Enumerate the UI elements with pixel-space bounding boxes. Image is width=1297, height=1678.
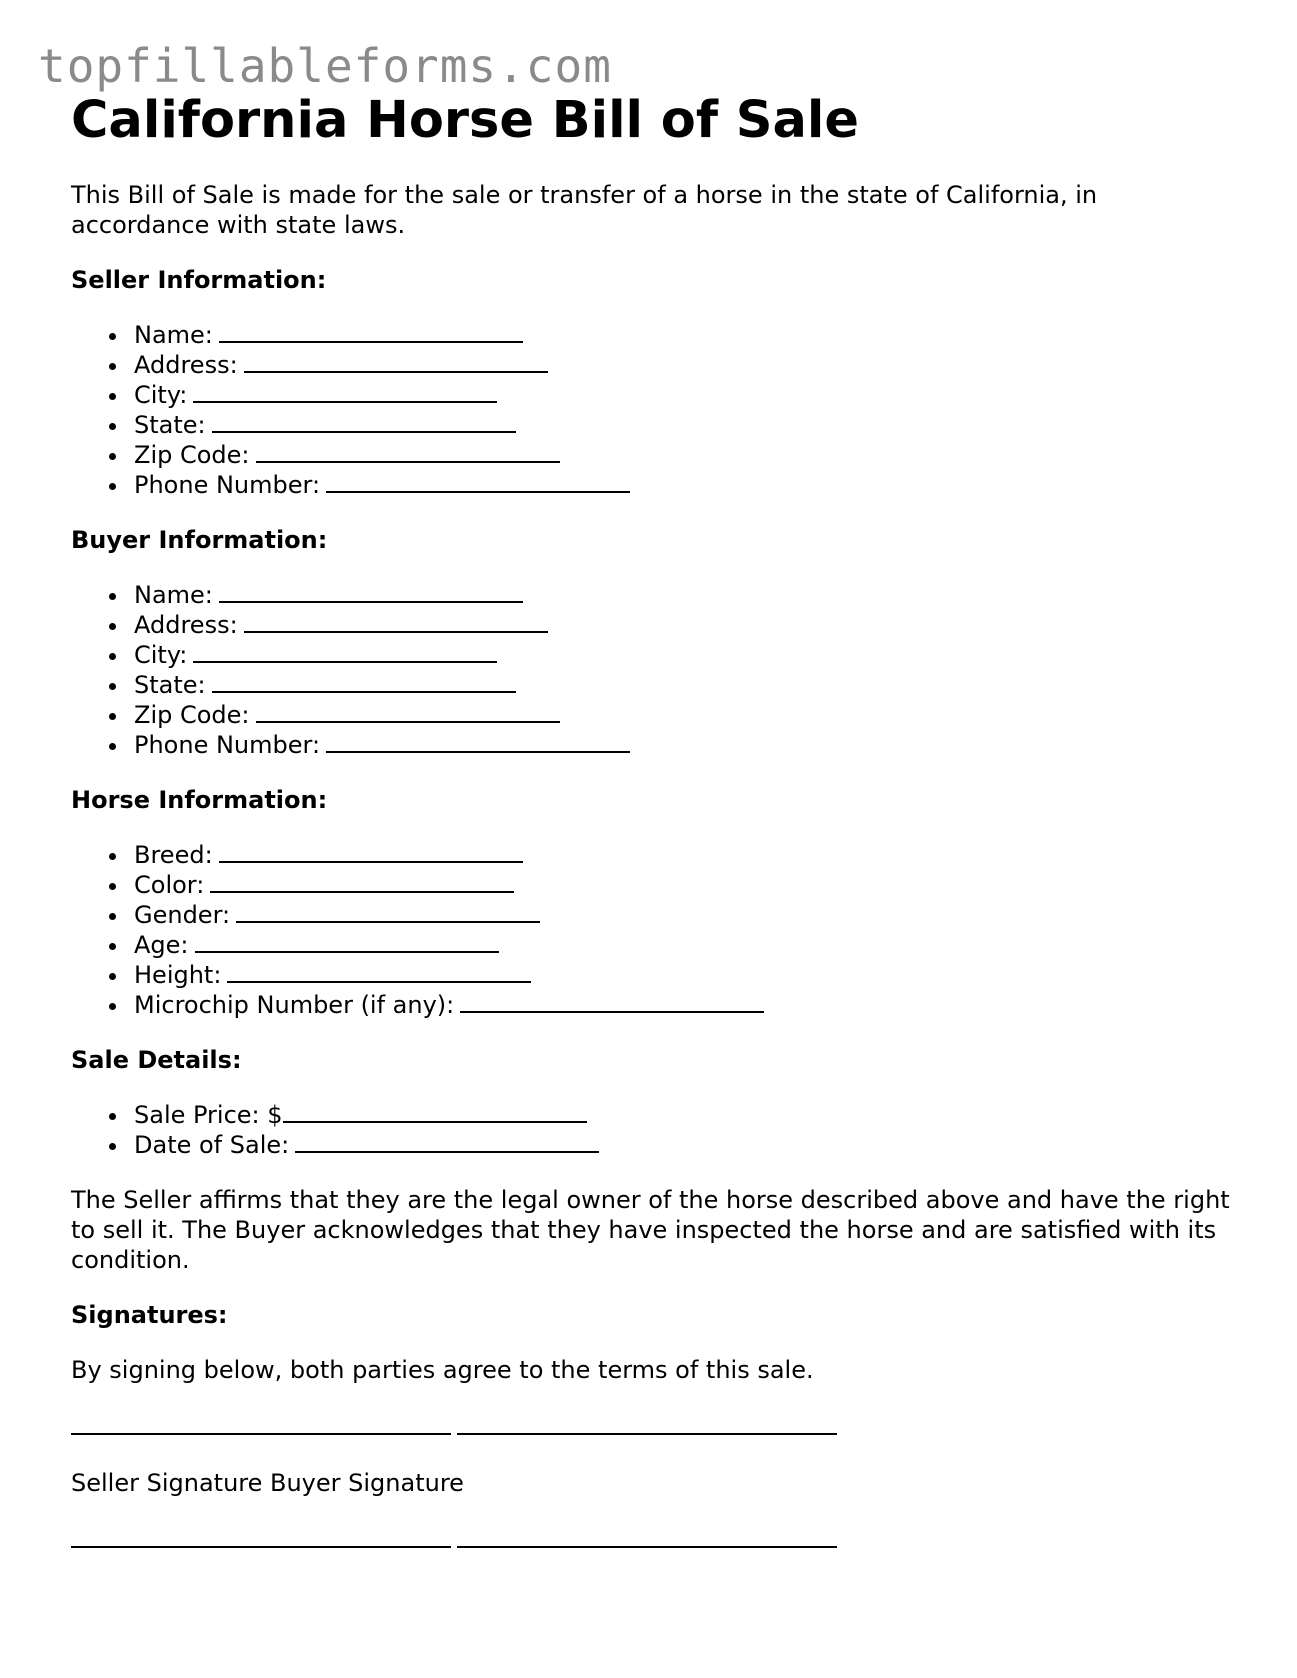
seller-section-heading: Seller Information: — [71, 266, 327, 294]
horse-fields-list — [71, 840, 1231, 1020]
horse-gender-field[interactable] — [236, 901, 540, 923]
horse-color-field[interactable] — [210, 871, 514, 893]
buyer-zip-field[interactable] — [256, 701, 560, 723]
field-label: Date of Sale: — [134, 1131, 290, 1159]
field-label: Zip Code: — [134, 441, 250, 469]
horse-height-item — [71, 960, 1231, 990]
signature-labels: Seller Signature Buyer Signature — [71, 1469, 464, 1497]
horse-age-field[interactable] — [195, 931, 499, 953]
horse-microchip-item — [71, 990, 1231, 1020]
watermark: topfillableforms.com — [38, 39, 612, 93]
buyer-state-field[interactable] — [212, 671, 516, 693]
horse-section-heading: Horse Information: — [71, 786, 328, 814]
sale-price-field[interactable] — [283, 1101, 587, 1123]
buyer-date-line[interactable] — [457, 1526, 837, 1548]
document-body — [71, 90, 1231, 1581]
horse-gender-item — [71, 900, 1231, 930]
field-label: Gender: — [134, 901, 231, 929]
field-label: State: — [134, 671, 206, 699]
field-label: Name: — [134, 321, 213, 349]
field-label: City: — [134, 641, 188, 669]
field-label: Height: — [134, 961, 222, 989]
seller-state-field[interactable] — [212, 411, 516, 433]
buyer-fields-list — [71, 580, 1231, 760]
seller-date-line[interactable] — [71, 1526, 451, 1548]
buyer-state-item — [71, 670, 1231, 700]
seller-zip-field[interactable] — [256, 441, 560, 463]
horse-color-item — [71, 870, 1231, 900]
horse-height-field[interactable] — [227, 961, 531, 983]
buyer-phone-item — [71, 730, 1231, 760]
seller-address-field[interactable] — [244, 351, 548, 373]
field-label: Color: — [134, 871, 205, 899]
field-label: Zip Code: — [134, 701, 250, 729]
buyer-name-item — [71, 580, 1231, 610]
buyer-section-heading: Buyer Information: — [71, 526, 328, 554]
field-label: Phone Number: — [134, 471, 321, 499]
buyer-zip-item — [71, 700, 1231, 730]
buyer-name-field[interactable] — [219, 581, 523, 603]
horse-microchip-field[interactable] — [460, 991, 764, 1013]
field-label: Sale Price: $ — [134, 1101, 283, 1129]
seller-address-item — [71, 350, 1231, 380]
buyer-city-item — [71, 640, 1231, 670]
seller-name-item — [71, 320, 1231, 350]
horse-breed-field[interactable] — [219, 841, 523, 863]
field-label: Microchip Number (if any): — [134, 991, 455, 1019]
sale-date-field[interactable] — [295, 1131, 599, 1153]
seller-city-field[interactable] — [193, 381, 497, 403]
buyer-signature-line[interactable] — [457, 1413, 837, 1435]
signatures-section-heading: Signatures: — [71, 1301, 228, 1329]
buyer-address-item — [71, 610, 1231, 640]
seller-name-field[interactable] — [219, 321, 523, 343]
field-label: Address: — [134, 351, 238, 379]
field-label: Name: — [134, 581, 213, 609]
field-label: Phone Number: — [134, 731, 321, 759]
seller-signature-line[interactable] — [71, 1413, 451, 1435]
seller-state-item — [71, 410, 1231, 440]
sale-price-item — [71, 1100, 1231, 1130]
horse-age-item — [71, 930, 1231, 960]
seller-city-item — [71, 380, 1231, 410]
signatures-statement: By signing below, both parties agree to the terms of this sale. — [71, 1356, 814, 1384]
signature-lines-row — [71, 1413, 1231, 1443]
affirmation-paragraph: The Seller affirms that they are the legal owner of the horse described above and have the right to sell it. The Buyer acknowledges that they have inspected the horse and are satisfied with its condition. — [71, 1186, 1230, 1274]
seller-fields-list — [71, 320, 1231, 500]
horse-breed-item — [71, 840, 1231, 870]
sale-date-item — [71, 1130, 1231, 1160]
date-lines-row — [71, 1526, 1231, 1556]
intro-paragraph: This Bill of Sale is made for the sale or transfer of a horse in the state of California, in accordance with state laws. — [71, 181, 1098, 239]
page-title: California Horse Bill of Sale — [71, 91, 859, 150]
seller-zip-item — [71, 440, 1231, 470]
field-label: Breed: — [134, 841, 213, 869]
sale-fields-list — [71, 1100, 1231, 1160]
seller-phone-item — [71, 470, 1231, 500]
buyer-address-field[interactable] — [244, 611, 548, 633]
sale-section-heading: Sale Details: — [71, 1046, 242, 1074]
buyer-city-field[interactable] — [193, 641, 497, 663]
buyer-phone-field[interactable] — [326, 731, 630, 753]
field-label: State: — [134, 411, 206, 439]
field-label: City: — [134, 381, 188, 409]
seller-phone-field[interactable] — [326, 471, 630, 493]
field-label: Age: — [134, 931, 189, 959]
field-label: Address: — [134, 611, 238, 639]
